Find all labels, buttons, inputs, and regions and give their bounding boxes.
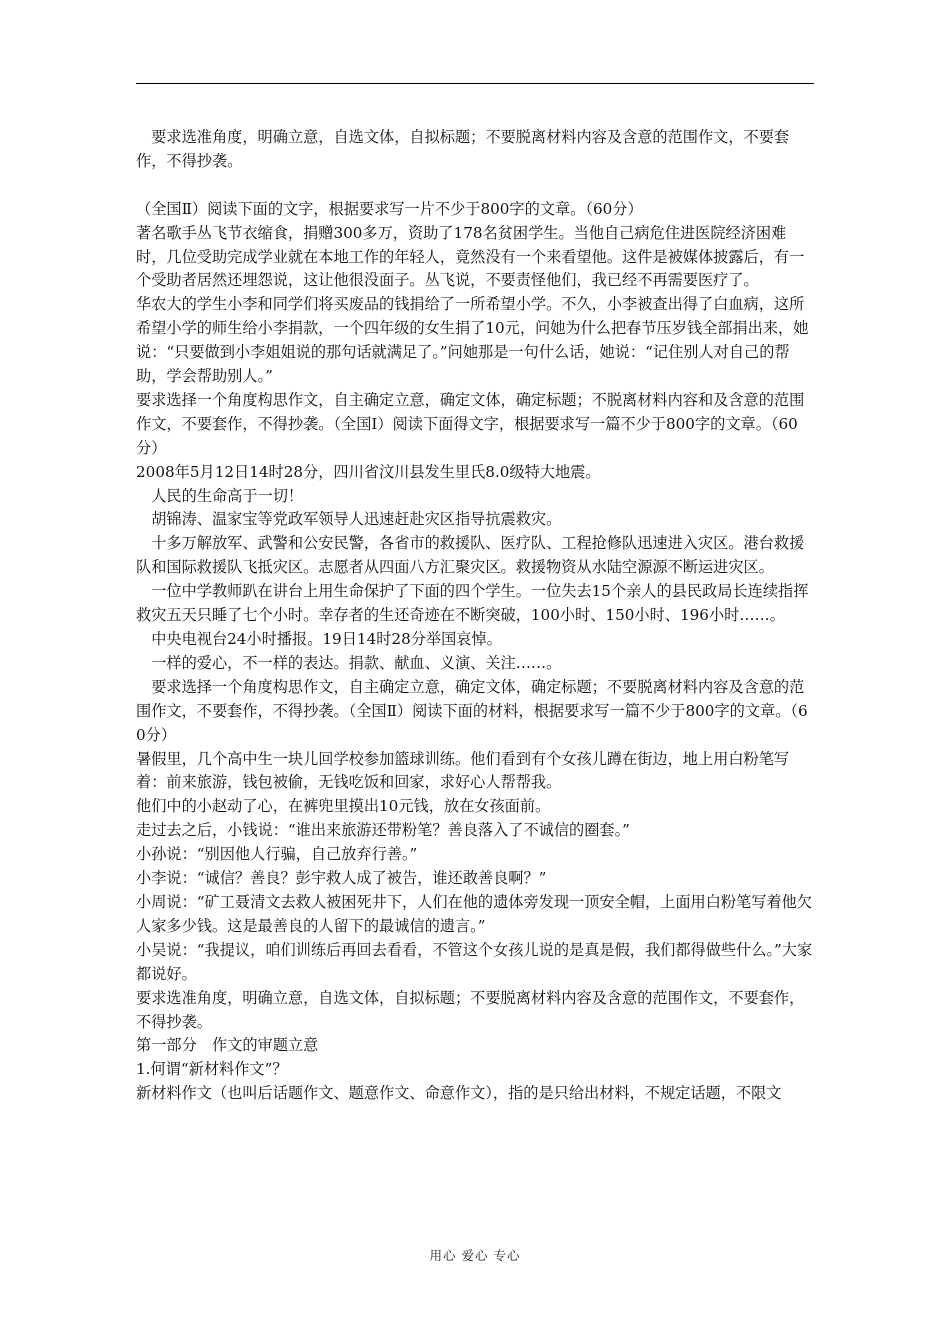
paragraph: 小吴说：“我提议，咱们训练后再回去看看，不管这个女孩儿说的是真是假，我们都得做些什么。”大家都说好。	[136, 940, 813, 983]
paragraph: 要求选择一个角度构思作文，自主确定立意，确定文体，确定标题；不脱离材料内容和及含意的范围作文，不要套作，不得抄袭。（全国Ⅰ）阅读下面得文字，根据要求写一篇不少于800字的文章。（60分）	[136, 390, 805, 457]
paragraph: 走过去之后，小钱说：“谁出来旅游还带粉笔？善良落入了不诚信的圈套。”	[136, 821, 630, 840]
paragraph: 他们中的小赵动了心，在裤兜里摸出10元钱，放在女孩面前。	[136, 797, 551, 816]
paragraph: 1.何谓“新材料作文”？	[136, 1060, 288, 1079]
paragraph: 要求选准角度，明确立意，自选文体，自拟标题；不要脱离材料内容及含意的范围作文，不要套作，不得抄袭。	[136, 128, 790, 170]
paragraph: 2008年5月12日14时28分，四川省汶川县发生里氏8.0级特大地震。	[136, 462, 601, 481]
header-rule	[136, 83, 814, 84]
paragraph: 暑假里，几个高中生一块儿回学校参加篮球训练。他们看到有个女孩儿蹲在街边，地上用白粉笔写着：前来旅游，钱包被偷，无钱吃饭和回家，求好心人帮帮我。	[136, 749, 790, 792]
paragraph: 一位中学教师趴在讲台上用生命保护了下面的四个学生。一位失去15个亲人的县民政局长连续指挥救灾五天只睡了七个小时。幸存者的生还奇迹在不断突破，100小时、150小时、196小时……。	[136, 582, 809, 625]
paragraph: 小周说：“矿工聂清文去救人被困死井下，人们在他的遗体旁发现一顶安全帽，上面用白粉笔写着他欠人家多少钱。这是最善良的人留下的最诚信的遗言。”	[136, 892, 813, 935]
page-footer: 用心 爱心 专心	[429, 1248, 521, 1263]
document-body	[136, 126, 816, 1106]
paragraph: 要求选准角度，明确立意，自选文体，自拟标题；不要脱离材料内容及含意的范围作文，不要套作，不得抄袭。	[136, 988, 805, 1031]
paragraph: 新材料作文（也叫后话题作文、题意作文、命意作文），指的是只给出材料，不规定话题，不限文	[136, 1084, 782, 1103]
paragraph: 著名歌手丛飞节衣缩食，捐赠300多万，资助了178名贫困学生。当他自己病危住进医院经济困难时，几位受助完成学业就在本地工作的年轻人，竟然没有一个来看望他。这件是被媒体披露后，有一个受助者居然还埋怨说，这让他很没面子。丛飞说，不要责怪他们，我已经不再需要医疗了。	[136, 223, 805, 290]
paragraph: 胡锦涛、温家宝等党政军领导人迅速赶赴灾区指导抗震救灾。	[151, 510, 562, 529]
paragraph: 中央电视台24小时播报。19日14时28分举国哀悼。	[151, 630, 502, 649]
paragraph: 十多万解放军、武警和公安民警，各省市的救援队、医疗队、工程抢修队迅速进入灾区。港台救援队和国际救援队飞抵灾区。志愿者从四面八方汇聚灾区。救援物资从水陆空源源不断运进灾区。	[136, 534, 805, 577]
paragraph: （全国Ⅱ）阅读下面的文字，根据要求写一片不少于800字的文章。（60分）	[136, 199, 643, 218]
paragraph: 人民的生命高于一切！	[151, 486, 304, 505]
paragraph: 第一部分 作文的审题立意	[136, 1036, 319, 1055]
paragraph: 华农大的学生小李和同学们将买废品的钱捐给了一所希望小学。不久，小李被查出得了白血病，这所希望小学的师生给小李捐款，一个四年级的女生捐了10元，问她为什么把春节压岁钱全部捐出来，她说：“只要做到小李姐姐说的那句话就满足了。”问她那是一句什么话，她说：“记住别人对自己的帮助，学会帮助别人。”	[136, 295, 809, 386]
blank-line	[136, 174, 816, 198]
paragraph: 小孙说：“别因他人行骗，自己放弃行善。”	[136, 845, 418, 864]
paragraph: 要求选择一个角度构思作文，自主确定立意，确定文体，确定标题；不要脱离材料内容及含意的范围作文，不要套作，不得抄袭。（全国Ⅱ）阅读下面的材料，根据要求写一篇不少于800字的文章。（60分）	[136, 677, 808, 744]
paragraph: 小李说：“诚信？善良？彭宇救人成了被告，谁还敢善良啊？”	[136, 869, 547, 888]
paragraph: 一样的爱心，不一样的表达。捐款、献血、义演、关注……。	[151, 653, 562, 672]
